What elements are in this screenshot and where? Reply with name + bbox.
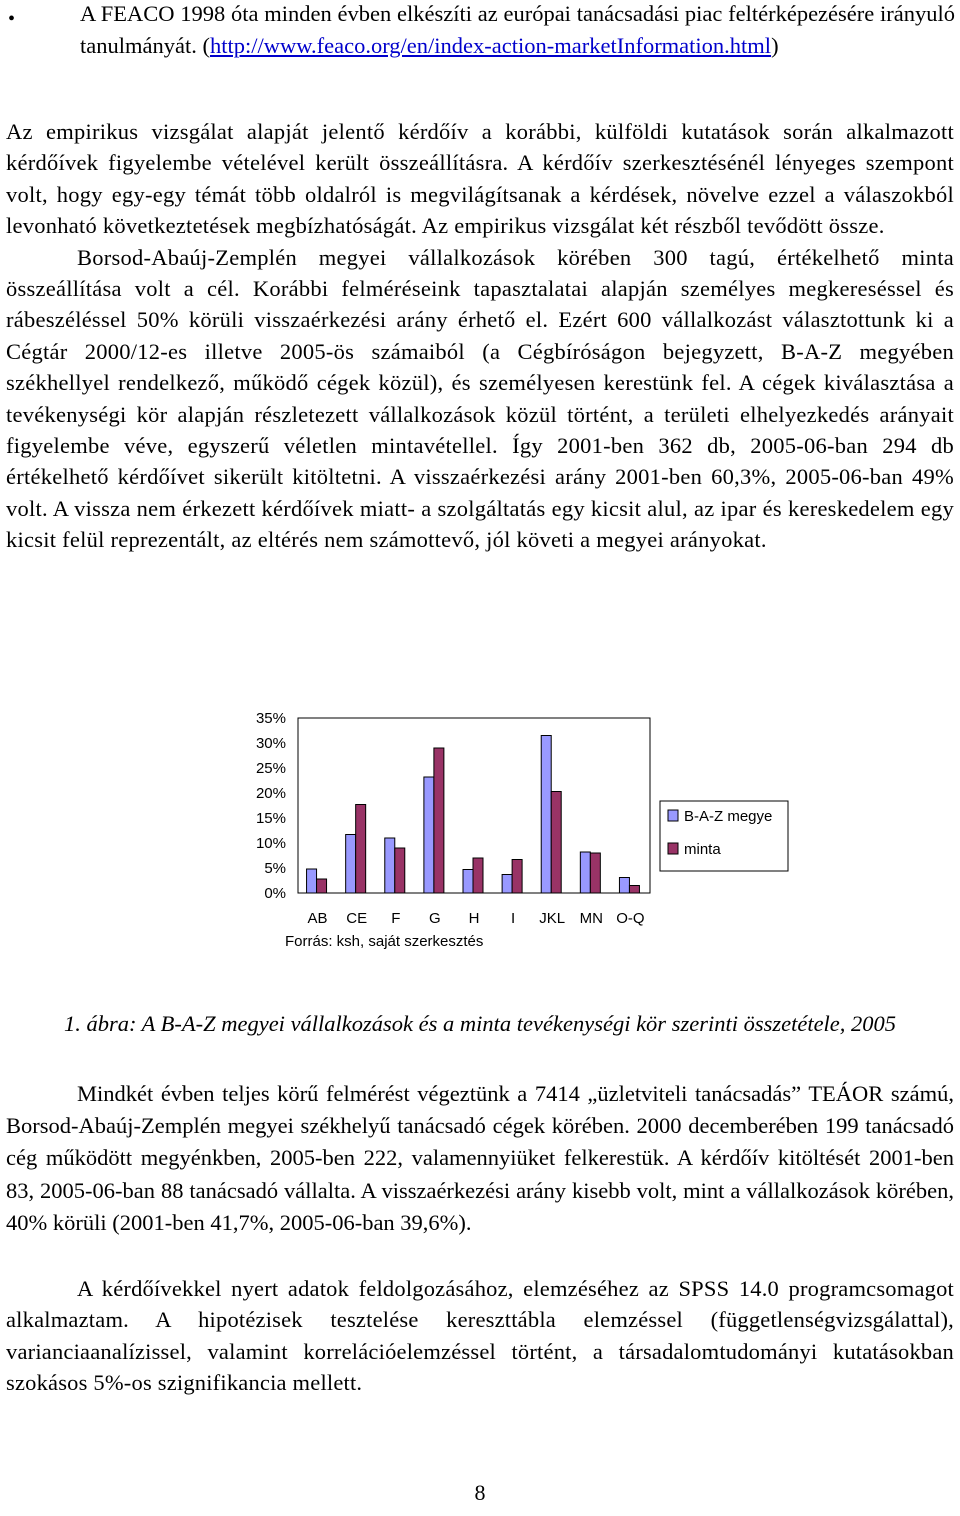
bullet-text-after: ) <box>771 33 779 58</box>
chart-source: Forrás: ksh, saját szerkesztés <box>285 933 484 950</box>
x-tick-label: CE <box>346 910 368 927</box>
figure-caption-text: 1. ábra: A B-A-Z megyei vállalkozások és a minta tevékenységi kör szerinti összetétele, 2005 <box>63 1011 897 1036</box>
x-tick-label: AB <box>307 910 328 927</box>
y-tick-label: 15% <box>255 810 286 827</box>
bar-minta <box>356 805 366 894</box>
bullet-item <box>8 0 955 62</box>
y-tick-label: 0% <box>264 885 286 902</box>
paragraph-questionnaire <box>6 116 954 556</box>
bar-minta <box>512 860 522 894</box>
bar-minta <box>317 879 327 893</box>
legend-swatch <box>668 843 678 854</box>
bar-baz <box>463 870 473 894</box>
x-tick-label: G <box>429 910 441 927</box>
bar-baz <box>580 852 590 893</box>
feaco-link[interactable]: http://www.feaco.org/en/index-action-marketInformation.html <box>209 33 772 58</box>
bar-baz <box>307 869 317 893</box>
paragraph-1: Az empirikus vizsgálat alapját jelentő kérdőív a korábbi, külföldi kutatások során alkalmazott kérdőívek figyelembe vételével került összeállításra. A kérdőív szerkesztésénél lényeges szempont volt, hogy egy-egy témát több oldalról is megvilágítsanak a kérdések, növelve ezzel a válaszokból levonható következtetések megbízhatóságát. Az empirikus vizsgálat két részből tevődött össze. <box>6 119 954 239</box>
bar-minta <box>434 748 444 893</box>
bar-baz <box>619 878 629 894</box>
bar-minta <box>590 853 600 893</box>
x-tick-label: H <box>468 910 480 927</box>
y-tick-label: 30% <box>255 735 286 752</box>
x-tick-label: F <box>391 910 401 927</box>
bar-baz <box>385 838 395 893</box>
y-tick-label: 35% <box>255 710 286 727</box>
paragraph-3: Mindkét évben teljes körű felmérést végeztünk a 7414 „üzletviteli tanácsadás” TEÁOR számú, Borsod-Abaúj-Zemplén megyei székhelyű tanácsadó cégek körében. 2000 decemberében 199 tanácsadó cég működött megyénkben, 2005-ben 222, valamennyiüket felkerestük. A kérdőív kitöltését 2001-ben 83, 2005-06-ban 88 tanácsadó vállalta. A visszaérkezési arány kisebb volt, mint a vállalkozások körében, 40% körüli (2001-ben 41,7%, 2005-06-ban 39,6%). <box>6 1081 954 1235</box>
y-tick-label: 20% <box>255 785 286 802</box>
x-tick-label: JKL <box>539 910 566 927</box>
x-tick-label: I <box>511 910 516 927</box>
y-tick-label: 5% <box>264 860 286 877</box>
y-tick-label: 25% <box>255 760 286 777</box>
bar-minta <box>473 858 483 893</box>
bar-baz <box>346 835 356 894</box>
page-number: 8 <box>474 1480 486 1505</box>
legend-label: B-A-Z megye <box>684 808 773 825</box>
x-tick-label: MN <box>579 910 603 927</box>
legend-swatch <box>668 810 678 821</box>
bar-baz <box>541 736 551 894</box>
bar-chart <box>230 700 790 960</box>
bar-minta <box>629 886 639 894</box>
bullet-text <box>80 0 955 62</box>
bar-baz <box>502 875 512 894</box>
bar-minta <box>395 848 405 893</box>
paragraph-4: A kérdőívekkel nyert adatok feldolgozásához, elemzéséhez az SPSS 14.0 programcsomagot alkalmaztam. A hipotézisek tesztelése kereszttábla elemzéssel (függetlenségvizsgálattal), varianciaanalízissel, valamint korrelációelemzéssel történt, a társadalomtudományi kutatásokban szokásos 5%-os szignifikancia mellett. <box>6 1276 954 1396</box>
y-tick-label: 10% <box>255 835 286 852</box>
bar-chart-svg <box>230 700 790 960</box>
figure-caption <box>6 1008 954 1040</box>
bullet-marker: • <box>8 8 16 30</box>
bar-minta <box>551 792 561 894</box>
bar-baz <box>424 777 434 893</box>
bullet-text-before: A FEACO 1998 óta minden évben elkészíti az európai tanácsadási piac feltérképezésére irányuló tanulmányát. ( <box>80 1 955 58</box>
legend-label: minta <box>684 841 721 858</box>
paragraph-2: Borsod-Abaúj-Zemplén megyei vállalkozások körében 300 tagú, értékelhető minta összeállítása volt a cél. Korábbi felméréseink tapasztalatai alapján személyes megkereséssel és rábeszéléssel 50% körüli visszaérkezési arány érhető el. Ezért 600 vállalkozást választottunk ki a Cégtár 2000/12-es illetve 2005-ös számaiból (a Cégbíróságon bejegyzett, B-A-Z megyében székhellyel rendelkező, működő cégek közül), és személyesen kerestünk fel. A cégek kiválasztása a tevékenységi kör alapján részletezett vállalkozások közül történt, a területi elhelyezkedés arányait figyelembe véve, egyszerű véletlen mintavétellel. Így 2001-ben 362 db, 2005-06-ban 294 db értékelhető kérdőívet sikerült kitöltetni. A visszaérkezési arány 2001-ben 60,3%, 2005-06-ban 49% volt. A vissza nem érkezett kérdőívek miatt- a szolgáltatás egy kicsit alul, az ipar és kereskedelem egy kicsit felül reprezentált, az eltérés nem számottevő, jól követi a megyei arányokat. <box>6 244 954 553</box>
x-tick-label: O-Q <box>616 910 645 927</box>
